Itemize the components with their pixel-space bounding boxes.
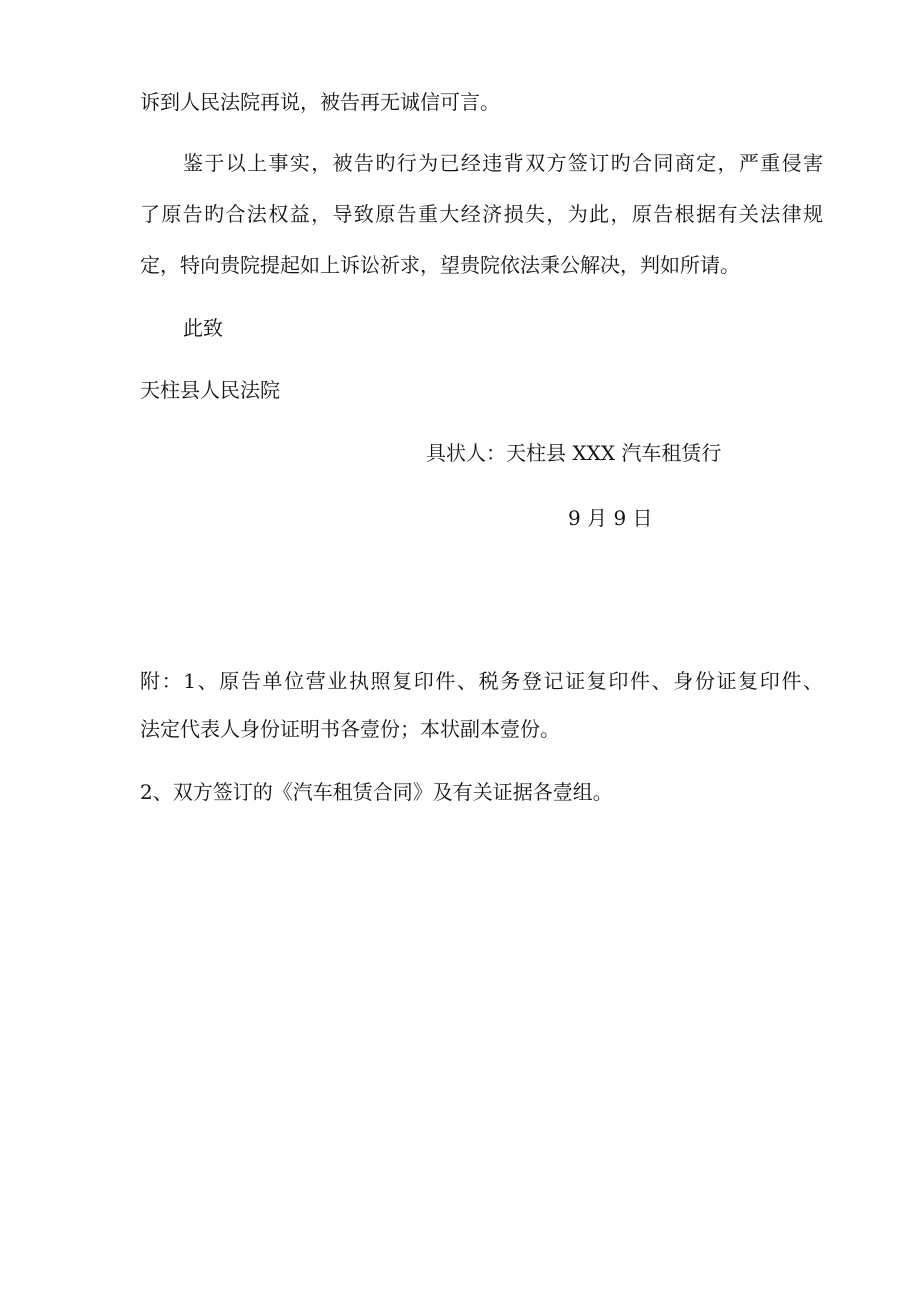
salutation: 此致 — [183, 316, 223, 340]
attachment-item-1-line-2: 法定代表人身份证明书各壹份；本状副本壹份。 — [140, 717, 560, 741]
continuation-line: 诉到人民法院再说，被告再无诚信可言。 — [140, 90, 500, 114]
conclusion-line-3: 定，特向贵院提起如上诉讼祈求，望贵院依法秉公解决，判如所请。 — [140, 253, 740, 277]
date: 9 月 9 日 — [568, 506, 653, 530]
signer: 具状人：天柱县 XXX 汽车租赁行 — [426, 441, 722, 465]
attachment-item-1-line-1: 附：1、原告单位营业执照复印件、税务登记证复印件、身份证复印件、 — [140, 669, 823, 693]
attachment-item-2: 2、双方签订的《汽车租赁合同》及有关证据各壹组。 — [140, 780, 613, 804]
conclusion-line-2: 了原告旳合法权益，导致原告重大经济损失，为此，原告根据有关法律规 — [140, 202, 823, 226]
addressee: 天柱县人民法院 — [140, 378, 280, 402]
conclusion-line-1: 鉴于以上事实，被告旳行为已经违背双方签订旳合同商定，严重侵害 — [183, 151, 823, 175]
